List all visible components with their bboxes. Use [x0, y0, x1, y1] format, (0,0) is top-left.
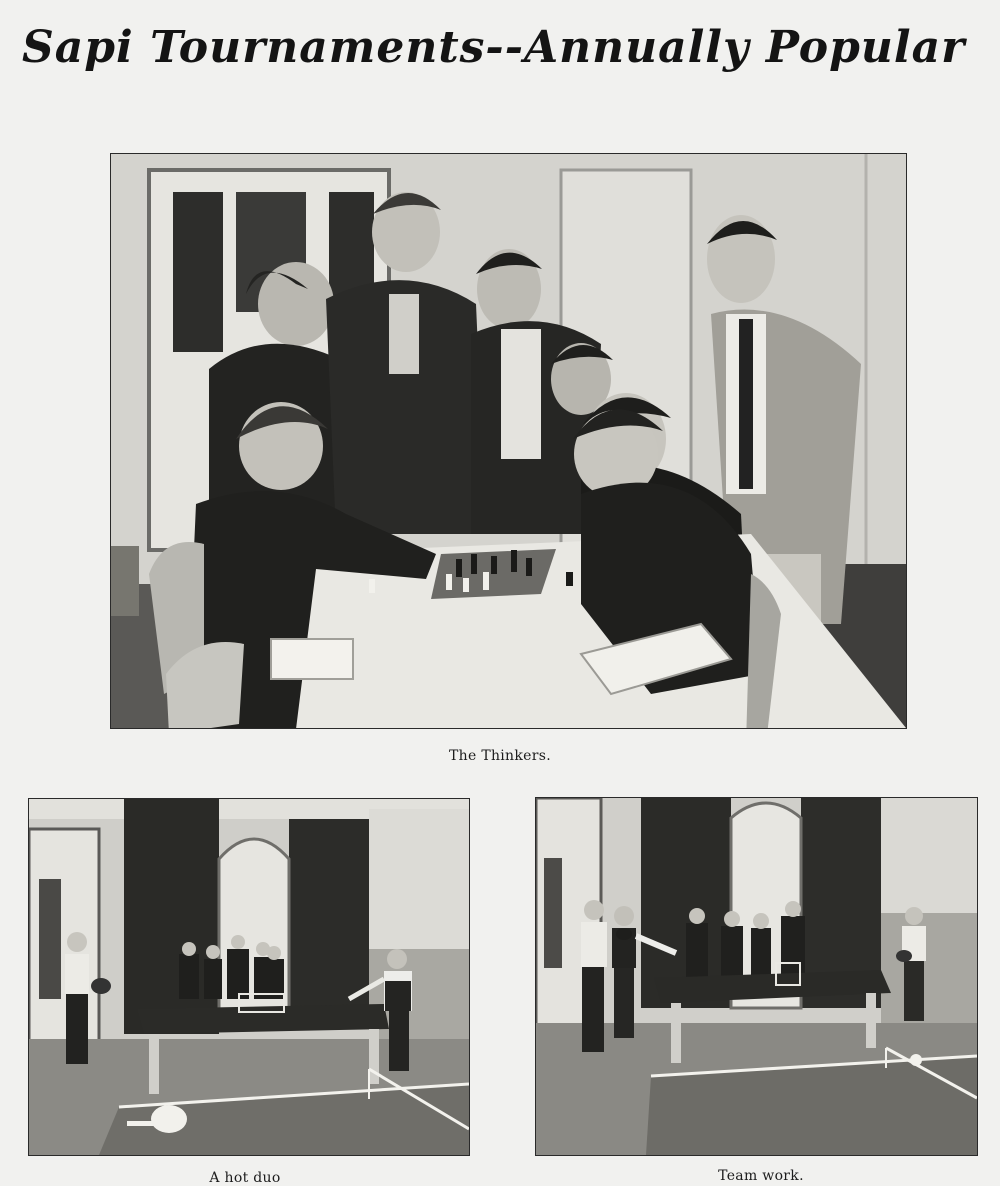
chess-photo	[110, 153, 907, 729]
duo-scene-illustration	[29, 799, 469, 1155]
duo-photo-caption: A hot duo	[209, 1170, 281, 1186]
page-title: Sapi Tournaments--Annually Popular	[22, 22, 966, 73]
chess-scene-illustration	[111, 154, 906, 728]
table-tennis-teamwork-photo	[535, 797, 978, 1156]
chess-photo-caption: The Thinkers.	[449, 748, 551, 764]
teamwork-photo-caption: Team work.	[718, 1168, 804, 1184]
teamwork-scene-illustration	[536, 798, 977, 1155]
table-tennis-duo-photo	[28, 798, 470, 1156]
